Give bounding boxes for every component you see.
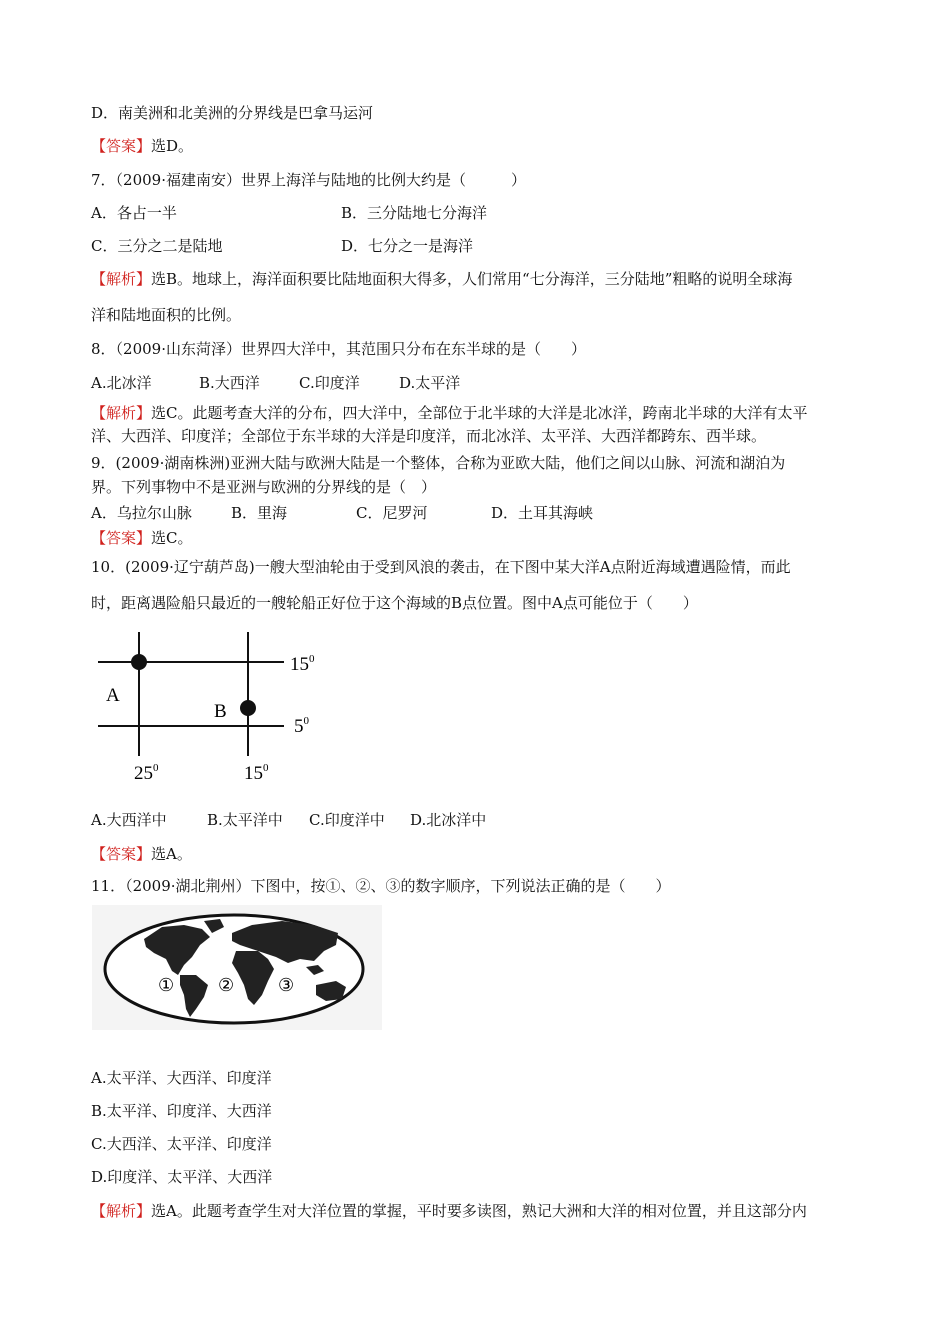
q9-option-d: D．土耳其海峡 xyxy=(491,504,594,522)
q10-grid-figure xyxy=(96,628,326,788)
q10-option-d: D.北冰洋中 xyxy=(410,811,487,829)
q9-option-a: A．乌拉尔山脉 xyxy=(91,504,192,522)
q9-options xyxy=(91,503,593,523)
q8-stem: 8．（2009·山东菏泽）世界四大洋中，其范围只分布在东半球的是（ ） xyxy=(91,340,586,358)
q7-options-row1 xyxy=(91,203,487,223)
answer-tag: 【答案】 xyxy=(91,529,152,547)
point-a-label: A xyxy=(106,685,120,706)
q7-stem: 7．（2009·福建南安）世界上海洋与陆地的比例大约是（ ） xyxy=(91,171,526,189)
q10-answer xyxy=(91,844,192,864)
point-a-marker xyxy=(131,654,147,670)
point-b-marker xyxy=(240,700,256,716)
lat-top-label: $15^0$ xyxy=(290,653,315,675)
lon-left-label: $25^0$ xyxy=(134,762,159,784)
analysis-tag: 【解析】 xyxy=(91,1202,152,1220)
q11-stem: 11．（2009·湖北荆州）下图中，按①、②、③的数字顺序，下列说法正确的是（ ） xyxy=(91,877,671,895)
q10-stem-line2: 时，距离遇险船只最近的一艘轮船正好位于这个海域的B点位置。图中A点可能位于（ ） xyxy=(91,594,698,612)
q11-world-map-figure xyxy=(92,905,382,1030)
q9-stem-line2: 界。下列事物中不是亚洲与欧洲的分界线的是（ ） xyxy=(91,478,437,496)
q9-option-c: C．尼罗河 xyxy=(356,504,428,522)
analysis-tag: 【解析】 xyxy=(91,404,152,422)
q11-option-a: A.太平洋、大西洋、印度洋 xyxy=(91,1069,272,1087)
q7-option-c: C．三分之二是陆地 xyxy=(91,237,223,255)
ocean-number-2: ② xyxy=(218,975,235,996)
answer-text: 选D。 xyxy=(151,137,194,155)
ocean-number-1: ① xyxy=(158,975,175,996)
q11-option-c: C.大西洋、太平洋、印度洋 xyxy=(91,1135,272,1153)
q7-analysis-line1 xyxy=(91,269,792,289)
q9-stem-line1: 9．(2009·湖南株洲)亚洲大陆与欧洲大陆是一个整体，合称为亚欧大陆，他们之间以山脉、河流和湖泊为 xyxy=(91,454,786,472)
q8-options xyxy=(91,373,460,393)
q10-stem-line1: 10．(2009·辽宁葫芦岛)一艘大型油轮由于受到风浪的袭击，在下图中某大洋A点附近海域遭遇险情，而此 xyxy=(91,558,791,576)
q7-options-row2 xyxy=(91,236,473,256)
q9-option-b: B．里海 xyxy=(231,504,288,522)
q7-option-d: D．七分之一是海洋 xyxy=(341,237,474,255)
point-b-label: B xyxy=(214,701,227,722)
q11-analysis xyxy=(91,1201,807,1221)
q10-option-b: B.太平洋中 xyxy=(207,811,283,829)
q9-answer xyxy=(91,528,193,548)
q10-option-a: A.大西洋中 xyxy=(91,811,167,829)
q8-option-b: B.大西洋 xyxy=(199,374,260,392)
q6-option-d: D．南美洲和北美洲的分界线是巴拿马运河 xyxy=(91,104,374,122)
q8-analysis-line2: 洋、大西洋、印度洋；全部位于东半球的大洋是印度洋，而北冰洋、太平洋、大西洋都跨东、西半球。 xyxy=(91,427,767,445)
q10-option-c: C.印度洋中 xyxy=(309,811,385,829)
lon-right-label: $15^0$ xyxy=(244,762,269,784)
answer-text: 选A。 xyxy=(151,845,192,863)
q8-option-d: D.太平洋 xyxy=(399,374,461,392)
q10-options xyxy=(91,810,486,830)
q6-answer xyxy=(91,136,193,156)
q8-analysis-text-1: 选C。此题考查大洋的分布，四大洋中，全部位于北半球的大洋是北冰洋，跨南北半球的大洋有太平 xyxy=(151,404,808,422)
q11-analysis-text: 选A。此题考查学生对大洋位置的掌握，平时要多读图，熟记大洲和大洋的相对位置，并且这部分内 xyxy=(151,1202,807,1220)
analysis-tag: 【解析】 xyxy=(91,270,152,288)
q7-analysis-line2: 洋和陆地面积的比例。 xyxy=(91,306,242,324)
answer-tag: 【答案】 xyxy=(91,137,152,155)
q7-option-a: A．各占一半 xyxy=(91,204,177,222)
q7-option-b: B．三分陆地七分海洋 xyxy=(341,204,488,222)
q8-option-a: A.北冰洋 xyxy=(91,374,152,392)
q8-analysis-line1 xyxy=(91,403,808,423)
q11-option-b: B.太平洋、印度洋、大西洋 xyxy=(91,1102,272,1120)
ocean-number-3: ③ xyxy=(278,975,295,996)
q8-option-c: C.印度洋 xyxy=(299,374,360,392)
q11-option-d: D.印度洋、太平洋、大西洋 xyxy=(91,1168,273,1186)
lat-bottom-label: $5^0$ xyxy=(294,715,309,737)
answer-text: 选C。 xyxy=(151,529,193,547)
q7-analysis-text-1: 选B。地球上，海洋面积要比陆地面积大得多，人们常用“七分海洋，三分陆地”粗略的说明全球海 xyxy=(151,270,793,288)
answer-tag: 【答案】 xyxy=(91,845,152,863)
